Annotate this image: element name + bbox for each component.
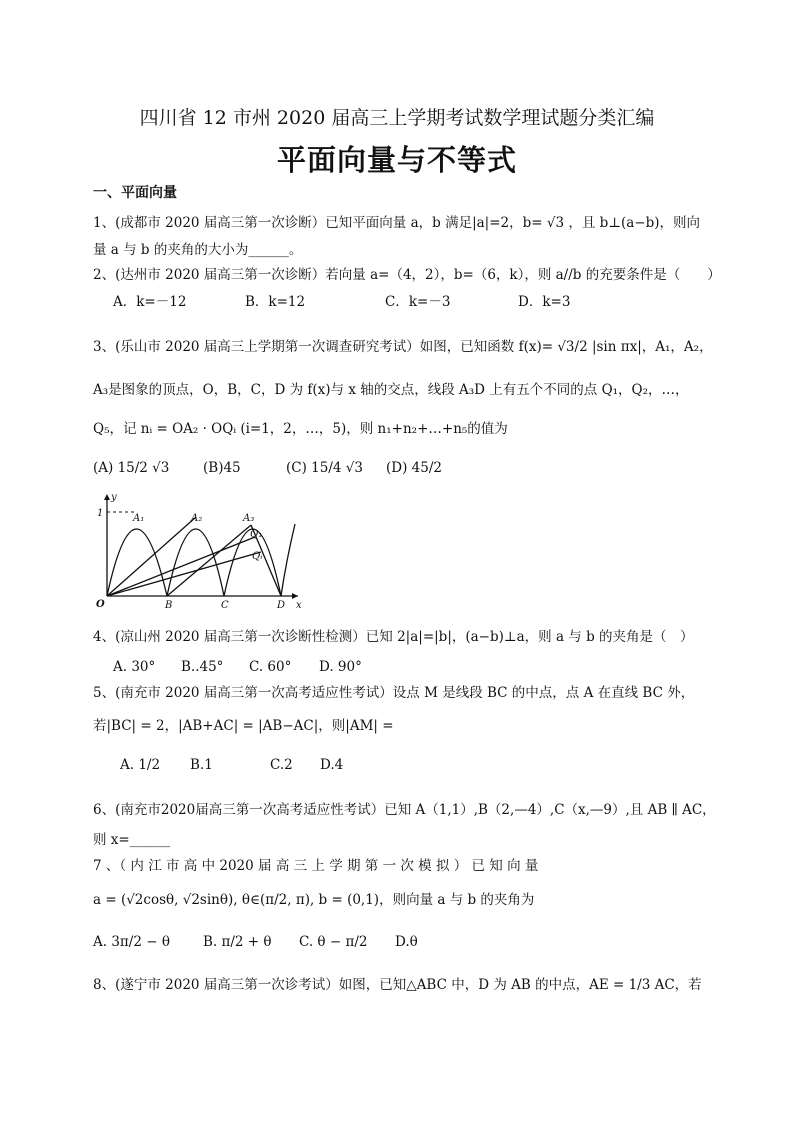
arch-4: [281, 524, 295, 596]
q2-option-c: C．k=－3: [385, 294, 451, 310]
q2-option-d: D．k=3: [518, 294, 571, 310]
arch-2: [167, 529, 224, 596]
document-title: 四川省 12 市州 2020 届高三上学期考试数学理试题分类汇编: [139, 107, 655, 129]
label-o: O: [96, 599, 105, 610]
q5-option-b: B.1: [190, 757, 213, 773]
q4-option-a: A. 30°: [113, 659, 156, 675]
function-graph: [93, 492, 308, 610]
q2-option-b: B．k=12: [245, 294, 306, 310]
label-d: D: [277, 600, 286, 610]
document-subtitle: 平面向量与不等式: [276, 143, 517, 177]
q3-option-d: (D) 45/2: [386, 460, 442, 476]
q2-option-a: A．k=－12: [113, 294, 187, 310]
q8-line1: 8、(遂宁市 2020 届高三第一次诊考试）如图，已知△ABC 中，D 为 AB 的中点，AE = 1/3 AC，若: [93, 977, 702, 993]
q7-options: [93, 934, 418, 950]
q3-line3: Q₅，记 nᵢ = OA₂ · OQᵢ (i=1，2，…，5)，则 n₁+n₂+…+n₅的值为: [93, 421, 508, 437]
label-q1: Q₁: [250, 529, 263, 540]
label-qi: Qᵢ: [252, 551, 263, 562]
q7-option-a: A. 3π/2 − θ: [93, 934, 170, 950]
q5-option-a: A. 1/2: [120, 757, 161, 773]
section-heading: 一、平面向量: [93, 185, 177, 201]
q1-line1: 1、(成都市 2020 届高三第一次诊断）已知平面向量 a，b 满足|a|=2，b= √3 ，且 b⊥(a−b)，则向: [93, 215, 701, 231]
q7-option-d: D.θ: [395, 934, 418, 950]
q3-line2: A₃是图象的顶点，O，B，C，D 为 f(x)与 x 轴的交点，线段 A₃D 上有五个不同的点 Q₁，Q₂，…，: [93, 382, 689, 398]
q3-options: [93, 460, 442, 476]
q1-line2: 量 a 与 b 的夹角的大小为______。: [93, 242, 303, 258]
q7-option-c: C. θ − π/2: [299, 934, 368, 950]
q4-option-b: B..45°: [181, 659, 224, 675]
q5-option-c: C.2: [270, 757, 293, 773]
q6-line2: 则 x=______: [93, 832, 171, 848]
q3-option-a: (A) 15/2 √3: [93, 460, 170, 476]
q3-option-c: (C) 15/4 √3: [286, 460, 363, 476]
q3-option-b: (B)45: [203, 460, 241, 476]
segment-oa2: [107, 517, 196, 596]
label-a2: A₂: [191, 513, 203, 524]
q3-line1: 3、(乐山市 2020 届高三上学期第一次调查研究考试）如图，已知函数 f(x)= √3/2 |sin πx|，A₁，A₂，: [93, 339, 713, 355]
q2-options: [113, 290, 570, 310]
q7-option-b: B. π/2 + θ: [203, 934, 272, 950]
q5-line1: 5、(南充市 2020 届高三第一次高考适应性考试）设点 M 是线段 BC 的中点，点 A 在直线 BC 外，: [93, 685, 695, 701]
q7-line2: a = (√2cosθ, √2sinθ), θ∈(π/2, π), b = (0,1)，则向量 a 与 b 的夹角为: [93, 892, 535, 908]
label-y: y: [111, 492, 117, 503]
q7-line1: 7 、（ 内 江 市 高 中 2020 届 高 三 上 学 期 第 一 次 模 拟 ） 已 知 向 量: [93, 858, 539, 874]
q4-option-c: C. 60°: [249, 659, 292, 675]
q5-line2: 若|BC| = 2，|AB+AC| = |AB−AC|，则|AM| =: [93, 718, 394, 734]
segment-oqi: [107, 552, 261, 596]
label-one: 1: [97, 508, 104, 519]
label-x: x: [296, 600, 302, 610]
segment-ba3: [167, 525, 251, 596]
q4-line1: 4、(凉山州 2020 届高三第一次诊断性检测）已知 2|a|=|b|，(a−b)⊥a，则 a 与 b 的夹角是（ ）: [93, 629, 694, 645]
label-b: B: [165, 600, 173, 610]
q2-line1: 2、(达州市 2020 届高三第一次诊断）若向量 a=（4，2），b=（6，k），则 a//b 的充要条件是（ ）: [93, 267, 721, 283]
label-a1: A₁: [133, 513, 145, 524]
q6-line1: 6、(南充市2020届高三第一次高考适应性考试）已知 A（1,1）,B（2,—4）,C（x,—9）,且 AB ∥ AC，: [93, 802, 716, 818]
q4-option-d: D. 90°: [319, 659, 362, 675]
arch-1: [107, 529, 167, 596]
label-a3: A₃: [243, 513, 255, 524]
q5-options: [120, 757, 343, 773]
q5-option-d: D.4: [320, 757, 344, 773]
q4-options: [113, 659, 362, 675]
label-c: C: [221, 600, 229, 610]
